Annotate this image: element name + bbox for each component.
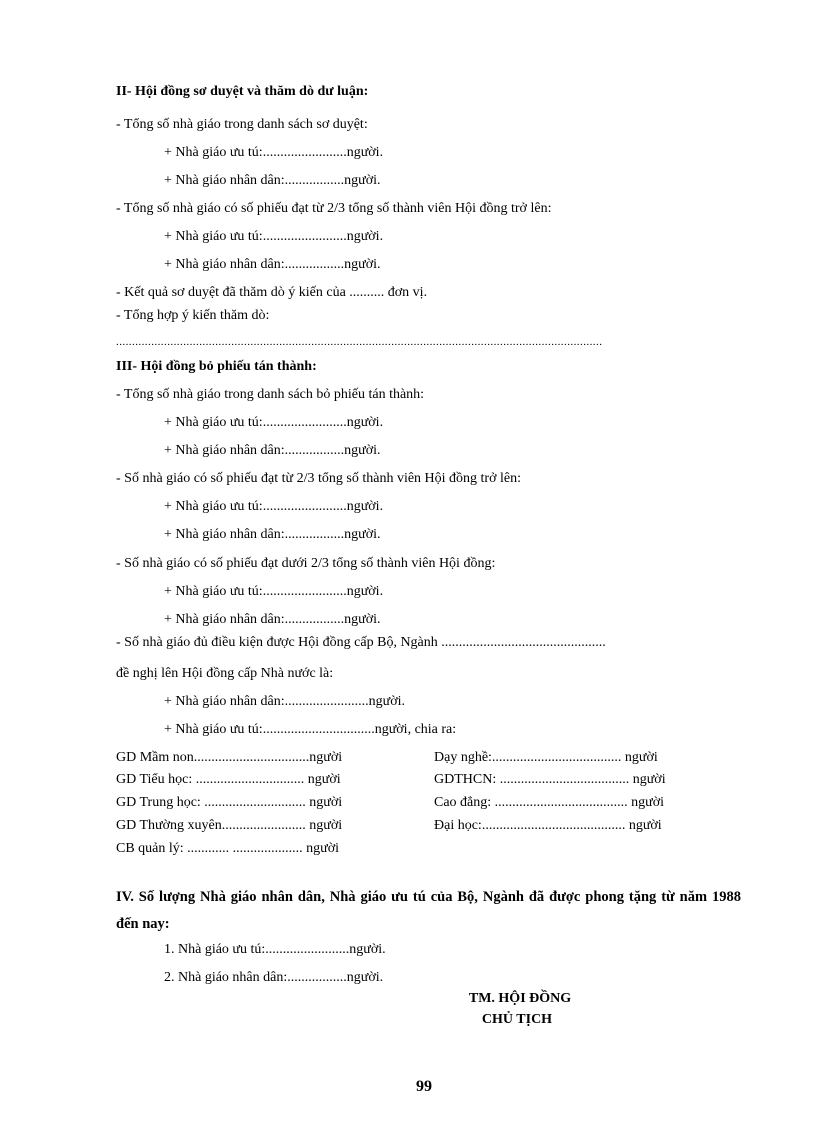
section-3-item-nhan-dan-2: + Nhà giáo nhân dân:.................người. <box>164 527 381 542</box>
signature-chairman: CHỦ TỊCH <box>481 1012 553 1027</box>
section-2-total-line: - Tổng số nhà giáo trong danh sách sơ duyệt: <box>116 117 368 132</box>
breakdown-dai-hoc: Đại học:......................................... người <box>434 818 662 833</box>
section-3-item-nhan-dan: + Nhà giáo nhân dân:.................người. <box>164 443 381 458</box>
signature-council: TM. HỘI ĐỒNG <box>468 991 572 1006</box>
breakdown-quan-ly: CB quản lý: ............ .................... người <box>116 841 340 856</box>
section-2-item-uu-tu: + Nhà giáo ưu tú:........................người. <box>164 145 384 160</box>
section-3-title: III- Hội đồng bỏ phiếu tán thành: <box>116 359 317 374</box>
section-3-propose-line: đề nghị lên Hội đồng cấp Nhà nước là: <box>116 666 334 681</box>
breakdown-trung-hoc: GD Trung học: ............................. người <box>116 795 343 810</box>
section-2-result-line: - Kết quả sơ duyệt đã thăm dò ý kiến của .......... đơn vị. <box>116 285 428 300</box>
section-3-item-uu-tu-4: + Nhà giáo ưu tú:................................người, chia ra: <box>164 722 457 737</box>
section-2-summary-line: - Tổng hợp ý kiến thăm dò: <box>116 308 270 323</box>
breakdown-day-nghe: Dạy nghề:..................................... người <box>434 750 658 765</box>
section-4-title: IV. Số lượng Nhà giáo nhân dân, Nhà giáo ưu tú của Bộ, Ngành đã được phong tặng từ năm 1988 đến nay: <box>116 889 741 932</box>
breakdown-cao-dang: Cao đẳng: ...................................... người <box>434 795 665 810</box>
section-3-item-uu-tu: + Nhà giáo ưu tú:........................người. <box>164 415 384 430</box>
section-3-under-line: - Số nhà giáo có số phiếu đạt dưới 2/3 tổng số thành viên Hội đồng: <box>116 556 496 571</box>
breakdown-tieu-hoc: GD Tiểu học: ............................... người <box>116 772 341 787</box>
section-3-over-line: - Số nhà giáo có số phiếu đạt từ 2/3 tổng số thành viên Hội đồng trở lên: <box>116 471 521 486</box>
section-2-over-line: - Tổng số nhà giáo có số phiếu đạt từ 2/3 tổng số thành viên Hội đồng trở lên: <box>116 201 552 216</box>
breakdown-thuong-xuyen: GD Thường xuyên........................ người <box>116 818 343 833</box>
section-2-dots-line: ........................................................................................................................................................ <box>116 336 603 348</box>
page-number: 99 <box>416 1078 432 1095</box>
section-3-item-nhan-dan-3: + Nhà giáo nhân dân:.................người. <box>164 612 381 627</box>
section-3-item-uu-tu-3: + Nhà giáo ưu tú:........................người. <box>164 584 384 599</box>
section-3-item-nhan-dan-4: + Nhà giáo nhân dân:........................người. <box>164 694 406 709</box>
section-3-eligible-line: - Số nhà giáo đủ điều kiện được Hội đồng cấp Bộ, Ngành ............................................... <box>116 635 606 650</box>
section-2-item-nhan-dan: + Nhà giáo nhân dân:.................người. <box>164 173 381 188</box>
section-2-item-uu-tu-2: + Nhà giáo ưu tú:........................người. <box>164 229 384 244</box>
section-3-total-line: - Tổng số nhà giáo trong danh sách bỏ phiếu tán thành: <box>116 387 425 402</box>
section-4-item-2: 2. Nhà giáo nhân dân:.................người. <box>164 970 384 985</box>
section-2-item-nhan-dan-2: + Nhà giáo nhân dân:.................người. <box>164 257 381 272</box>
section-2-title: II- Hội đồng sơ duyệt và thăm dò dư luận: <box>116 84 369 99</box>
breakdown-gdthcn: GDTHCN: ..................................... người <box>434 772 666 787</box>
section-3-item-uu-tu-2: + Nhà giáo ưu tú:........................người. <box>164 499 384 514</box>
section-4-item-1: 1. Nhà giáo ưu tú:........................người. <box>164 942 386 957</box>
breakdown-mam-non: GD Mầm non.................................người <box>116 750 343 765</box>
